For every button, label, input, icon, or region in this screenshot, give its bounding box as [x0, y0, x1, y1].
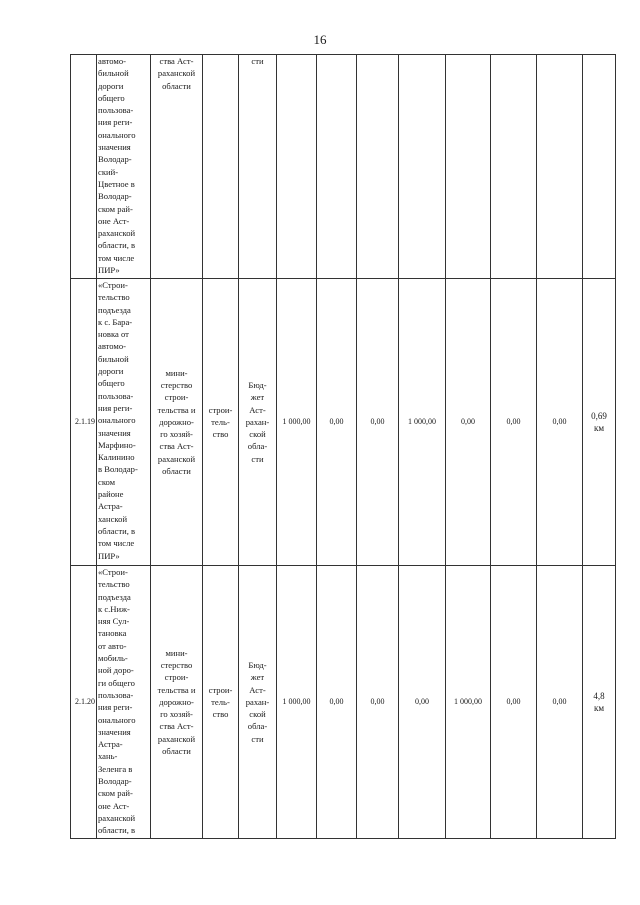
measure-name-line: пользова-: [98, 689, 134, 700]
work-type-line: строи-: [208, 404, 233, 415]
funding-value: 0,00: [357, 279, 399, 566]
work-type: [203, 279, 239, 566]
measure-name-line: к с.Ниж-: [98, 603, 130, 614]
funding-value: 0,00: [537, 279, 583, 566]
work-type-line: ство: [212, 429, 229, 440]
executor-line: го хозяй-: [160, 429, 193, 440]
measure-name-line: оне Аст-: [98, 800, 130, 811]
measure-name-line: общего: [98, 92, 125, 103]
funding-value: 0,00: [317, 566, 357, 839]
funding-value: 0,00: [399, 566, 446, 839]
funding-value: 0,00: [317, 279, 357, 566]
funding-source-line: ской: [249, 429, 266, 440]
funding-value: 0,00: [491, 279, 537, 566]
funding-value: 1 000,00: [399, 279, 446, 566]
measure-name-line: Володар-: [98, 154, 132, 165]
executor-line: тельства и: [157, 404, 196, 415]
row-number: 2.1.20: [71, 566, 97, 839]
funding-source-line: рахан-: [245, 696, 270, 707]
measure-name-line: ском рай-: [98, 203, 133, 214]
measure-name-line: общего: [98, 378, 125, 389]
measure-name-line: ния реги-: [98, 702, 133, 713]
funding-source-line: жет: [250, 672, 265, 683]
funding-source-line: обла-: [247, 441, 268, 452]
measure-name-line: области, в: [98, 240, 136, 251]
measure-name-line: ский-: [98, 166, 119, 177]
executor-line: раханской: [157, 68, 196, 79]
measure-name-line: Цветное в: [98, 178, 135, 189]
funding-source-line: сти: [251, 733, 264, 744]
result-indicator: [583, 566, 616, 839]
measure-name-line: ния реги-: [98, 117, 133, 128]
executor: [151, 55, 203, 279]
funding-source-line: сти: [251, 56, 264, 66]
funding-source-line: Бюд-: [248, 659, 267, 670]
result-indicator: [583, 55, 616, 279]
result-indicator-line: 0,69: [591, 410, 607, 421]
work-type-line: тель-: [211, 696, 230, 707]
result-indicator-line: км: [593, 703, 605, 713]
measure-name-line: значения: [98, 726, 131, 737]
funding-source-line: Бюд-: [248, 379, 267, 390]
measure-name-line: том числе: [98, 252, 135, 263]
measure-name-line: пользова-: [98, 105, 134, 116]
measure-name-line: бильной: [98, 353, 129, 364]
funding-source-line: Аст-: [249, 684, 266, 695]
executor-line: дорожно-: [159, 416, 194, 427]
page-number: 16: [313, 32, 327, 47]
funding-source-line: рахан-: [245, 416, 270, 427]
table-row: [71, 55, 616, 279]
funding-value: [446, 55, 491, 279]
executor-line: строи-: [164, 672, 189, 683]
funding-value: [277, 55, 317, 279]
measure-name-line: бильной: [98, 68, 129, 79]
measure-name-line: том числе: [98, 538, 135, 549]
measure-name-line: хань-: [98, 751, 118, 762]
measure-name-line: дороги: [98, 366, 124, 377]
executor-line: го хозяй-: [160, 709, 193, 720]
funding-source-line: сти: [251, 453, 264, 464]
table-row: [71, 279, 616, 566]
measure-name-line: ПИР»: [98, 265, 120, 276]
measure-name-line: районе: [98, 489, 124, 500]
measure-name-line: ханской: [98, 513, 128, 524]
work-type: [203, 55, 239, 279]
funding-source-line: жет: [250, 392, 265, 403]
measure-name-line: пользова-: [98, 390, 134, 401]
executor-line: строи-: [164, 392, 189, 403]
measure-name-line: ском: [98, 476, 116, 487]
measure-name-line: Володар-: [98, 776, 132, 787]
funding-value: 0,00: [357, 566, 399, 839]
measure-name-line: тельство: [98, 292, 130, 303]
measure-name-line: ния реги-: [98, 402, 133, 413]
executor-line: мини-: [165, 367, 188, 378]
executor-line: области: [162, 80, 191, 91]
measure-name-line: от авто-: [98, 640, 127, 651]
measure-name-line: ги общего: [98, 677, 135, 688]
funding-source: [239, 279, 277, 566]
measure-name-line: в Володар-: [98, 464, 138, 475]
measure-name-line: автомо-: [98, 56, 127, 66]
measure-name-line: раханской: [98, 228, 136, 239]
funding-value: [357, 55, 399, 279]
measure-name-line: няя Сул-: [98, 616, 130, 627]
measure-name-line: автомо-: [98, 341, 127, 352]
executor-line: мини-: [165, 647, 188, 658]
measure-name-line: к с. Бара-: [98, 316, 133, 327]
measure-name-line: ной доро-: [98, 665, 134, 676]
program-table: [70, 54, 616, 839]
funding-source-line: Аст-: [249, 404, 266, 415]
measure-name-line: значения: [98, 427, 131, 438]
funding-value: [491, 55, 537, 279]
measure-name-line: раханской: [98, 812, 136, 823]
executor: [151, 279, 203, 566]
result-indicator-line: км: [593, 423, 605, 433]
measure-name-line: области, в: [98, 825, 136, 836]
funding-value: 1 000,00: [277, 279, 317, 566]
work-type-line: тель-: [211, 416, 230, 427]
measure-name-line: ПИР»: [98, 550, 120, 561]
funding-value: 1 000,00: [446, 566, 491, 839]
measure-name: [97, 279, 151, 566]
measure-name-line: мобиль-: [98, 653, 128, 664]
executor-line: ства Аст-: [159, 441, 194, 452]
measure-name-line: значения: [98, 142, 131, 153]
executor-line: тельства и: [157, 684, 196, 695]
executor-line: области: [162, 466, 191, 477]
funding-source-line: обла-: [247, 721, 268, 732]
executor-line: дорожно-: [159, 696, 194, 707]
measure-name-line: онального: [98, 415, 136, 426]
measure-name-line: новка от: [98, 329, 129, 340]
funding-value: [317, 55, 357, 279]
funding-source: [239, 566, 277, 839]
measure-name-line: тельство: [98, 579, 130, 590]
work-type-line: ство: [212, 709, 229, 720]
executor-line: ства Аст-: [159, 721, 194, 732]
funding-source: [239, 55, 277, 279]
funding-value: 0,00: [491, 566, 537, 839]
row-number: 2.1.19: [71, 279, 97, 566]
funding-value: 1 000,00: [277, 566, 317, 839]
executor-line: ства Аст-: [159, 56, 194, 66]
measure-name-line: оне Аст-: [98, 215, 130, 226]
table-row: [71, 566, 616, 839]
result-indicator: [583, 279, 616, 566]
measure-name-line: области, в: [98, 525, 136, 536]
measure-name-line: Володар-: [98, 191, 132, 202]
measure-name-line: «Строи-: [98, 567, 128, 577]
executor: [151, 566, 203, 839]
measure-name-line: тановка: [98, 628, 127, 639]
executor-line: раханской: [157, 453, 196, 464]
executor-line: стерство: [160, 659, 193, 670]
result-indicator-line: 4,8: [593, 690, 605, 701]
measure-name-line: подъезда: [98, 591, 131, 602]
measure-name-line: ском рай-: [98, 788, 133, 799]
measure-name-line: «Строи-: [98, 280, 128, 290]
measure-name-line: дороги: [98, 80, 124, 91]
executor-line: области: [162, 746, 191, 757]
funding-value: 0,00: [446, 279, 491, 566]
executor-line: раханской: [157, 733, 196, 744]
measure-name-line: Калинино: [98, 452, 135, 463]
measure-name-line: онального: [98, 129, 136, 140]
measure-name: [97, 566, 151, 839]
measure-name-line: Марфино-: [98, 439, 136, 450]
row-number: [71, 55, 97, 279]
measure-name-line: Зеленга в: [98, 763, 133, 774]
measure-name-line: Астра-: [98, 739, 123, 750]
funding-value: [537, 55, 583, 279]
work-type: [203, 566, 239, 839]
funding-value: 0,00: [537, 566, 583, 839]
funding-source-line: ской: [249, 709, 266, 720]
measure-name-line: онального: [98, 714, 136, 725]
funding-value: [399, 55, 446, 279]
measure-name: [97, 55, 151, 279]
work-type-line: строи-: [208, 684, 233, 695]
measure-name-line: Астра-: [98, 501, 123, 512]
measure-name-line: подъезда: [98, 304, 131, 315]
executor-line: стерство: [160, 379, 193, 390]
